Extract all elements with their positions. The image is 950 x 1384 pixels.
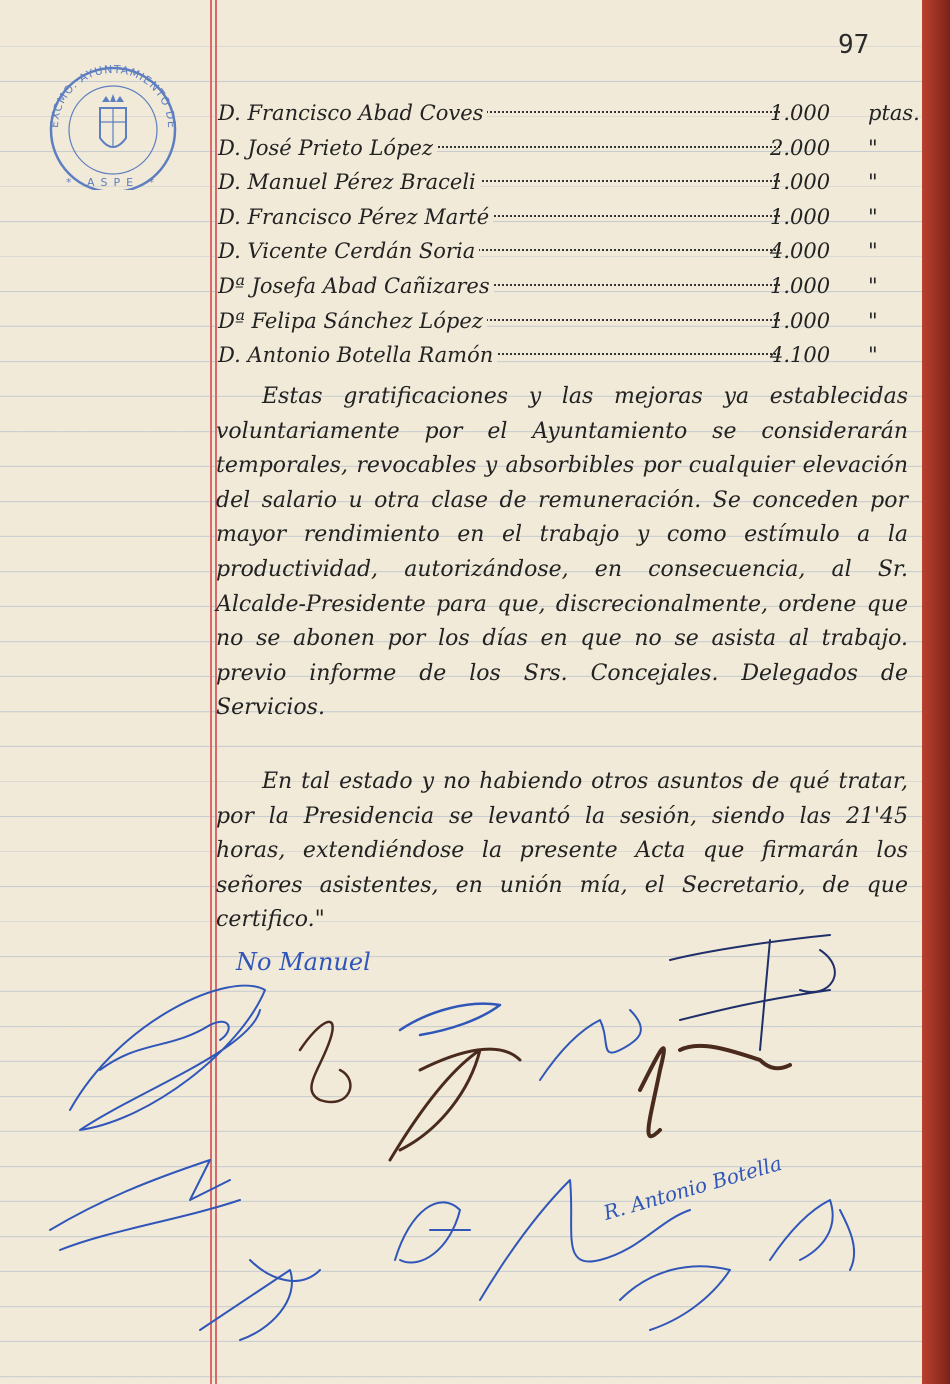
person-name: D. José Prieto López [218, 131, 437, 165]
signature [620, 1266, 730, 1330]
book-edge [922, 0, 950, 1384]
signature [670, 935, 835, 1050]
list-row [218, 234, 908, 269]
person-name: D. Vicente Cerdán Soria [218, 234, 479, 268]
list-row [218, 165, 908, 200]
amount: 1.000 [770, 170, 831, 195]
ditto-mark: " [868, 135, 878, 160]
svg-text:EXCMO. AYUNTAMIENTO DE: EXCMO. AYUNTAMIENTO DE [47, 62, 179, 130]
signature [540, 1010, 641, 1080]
signature [200, 1260, 320, 1340]
ditto-mark: " [868, 273, 878, 298]
list-row [218, 200, 908, 235]
amount: 4.100 [770, 343, 831, 368]
list-row [218, 338, 908, 373]
signature [400, 1004, 500, 1035]
person-name: D. Manuel Pérez Braceli [218, 165, 480, 199]
amount: 1.000 [770, 273, 831, 298]
list-row [218, 304, 908, 339]
amount: 1.000 [770, 308, 831, 333]
list-row [218, 131, 908, 166]
signature [50, 1160, 240, 1250]
amount: 1.000 [770, 204, 831, 229]
person-name: D. Francisco Abad Coves [218, 96, 487, 130]
signature [770, 1200, 854, 1270]
signature [300, 1022, 350, 1102]
signature [395, 1202, 470, 1262]
person-name: D. Francisco Pérez Marté [218, 200, 493, 234]
signatures-block [0, 930, 922, 1370]
ditto-mark: " [868, 308, 878, 333]
currency-unit: ptas. [868, 101, 920, 125]
amount: 1.000 [770, 101, 831, 125]
signature [390, 1049, 520, 1160]
list-row [218, 96, 920, 131]
person-name: D. Antonio Botella Ramón [218, 338, 497, 372]
signature [70, 986, 265, 1130]
page-number: 97 [838, 30, 870, 60]
gratification-list [218, 96, 920, 373]
svg-text:No Manuel: No Manuel [236, 948, 371, 976]
municipal-stamp [38, 60, 188, 190]
person-name: Dª Felipa Sánchez López [218, 304, 487, 338]
signature [640, 1046, 790, 1136]
ditto-mark: " [868, 239, 878, 264]
paragraph-text: Estas gratificaciones y las mejoras ya establecidas voluntariamente por el Ayuntamiento se considerarán temporales, revocables y absorbibles por cualquier elevación del salario u otra clase de remuneración. Se conceden por mayor rendimiento en el trabajo y como estímulo a la productividad, autorizándose, en consecuencia, al Sr. Alcalde-Presidente para que, discrecionalmente, ordene que no se abonen por los días en que no se asista al trabajo. previo informe de los Srs. Concejales. Delegados de Servicios. [216, 384, 908, 721]
person-name: Dª Josefa Abad Cañizares [218, 269, 494, 303]
ditto-mark: " [868, 170, 878, 195]
svg-text:* ASPE *: * ASPE * [65, 176, 161, 189]
ditto-mark: " [868, 204, 878, 229]
gratification-conditions-paragraph [216, 380, 908, 726]
ditto-mark: " [868, 343, 878, 368]
amount: 4.000 [770, 239, 831, 264]
list-row [218, 269, 908, 304]
closing-paragraph [216, 765, 908, 938]
amount: 2.000 [770, 135, 831, 160]
paragraph-text: En tal estado y no habiendo otros asuntos de qué tratar, por la Presidencia se levantó la sesión, siendo las 21'45 horas, extendiéndose la presente Acta que firmarán los señores asistentes, en unión mía, el Secretario, de que certifico." [216, 769, 908, 933]
svg-text:R. Antonio Botella: R. Antonio Botella [600, 1150, 785, 1225]
